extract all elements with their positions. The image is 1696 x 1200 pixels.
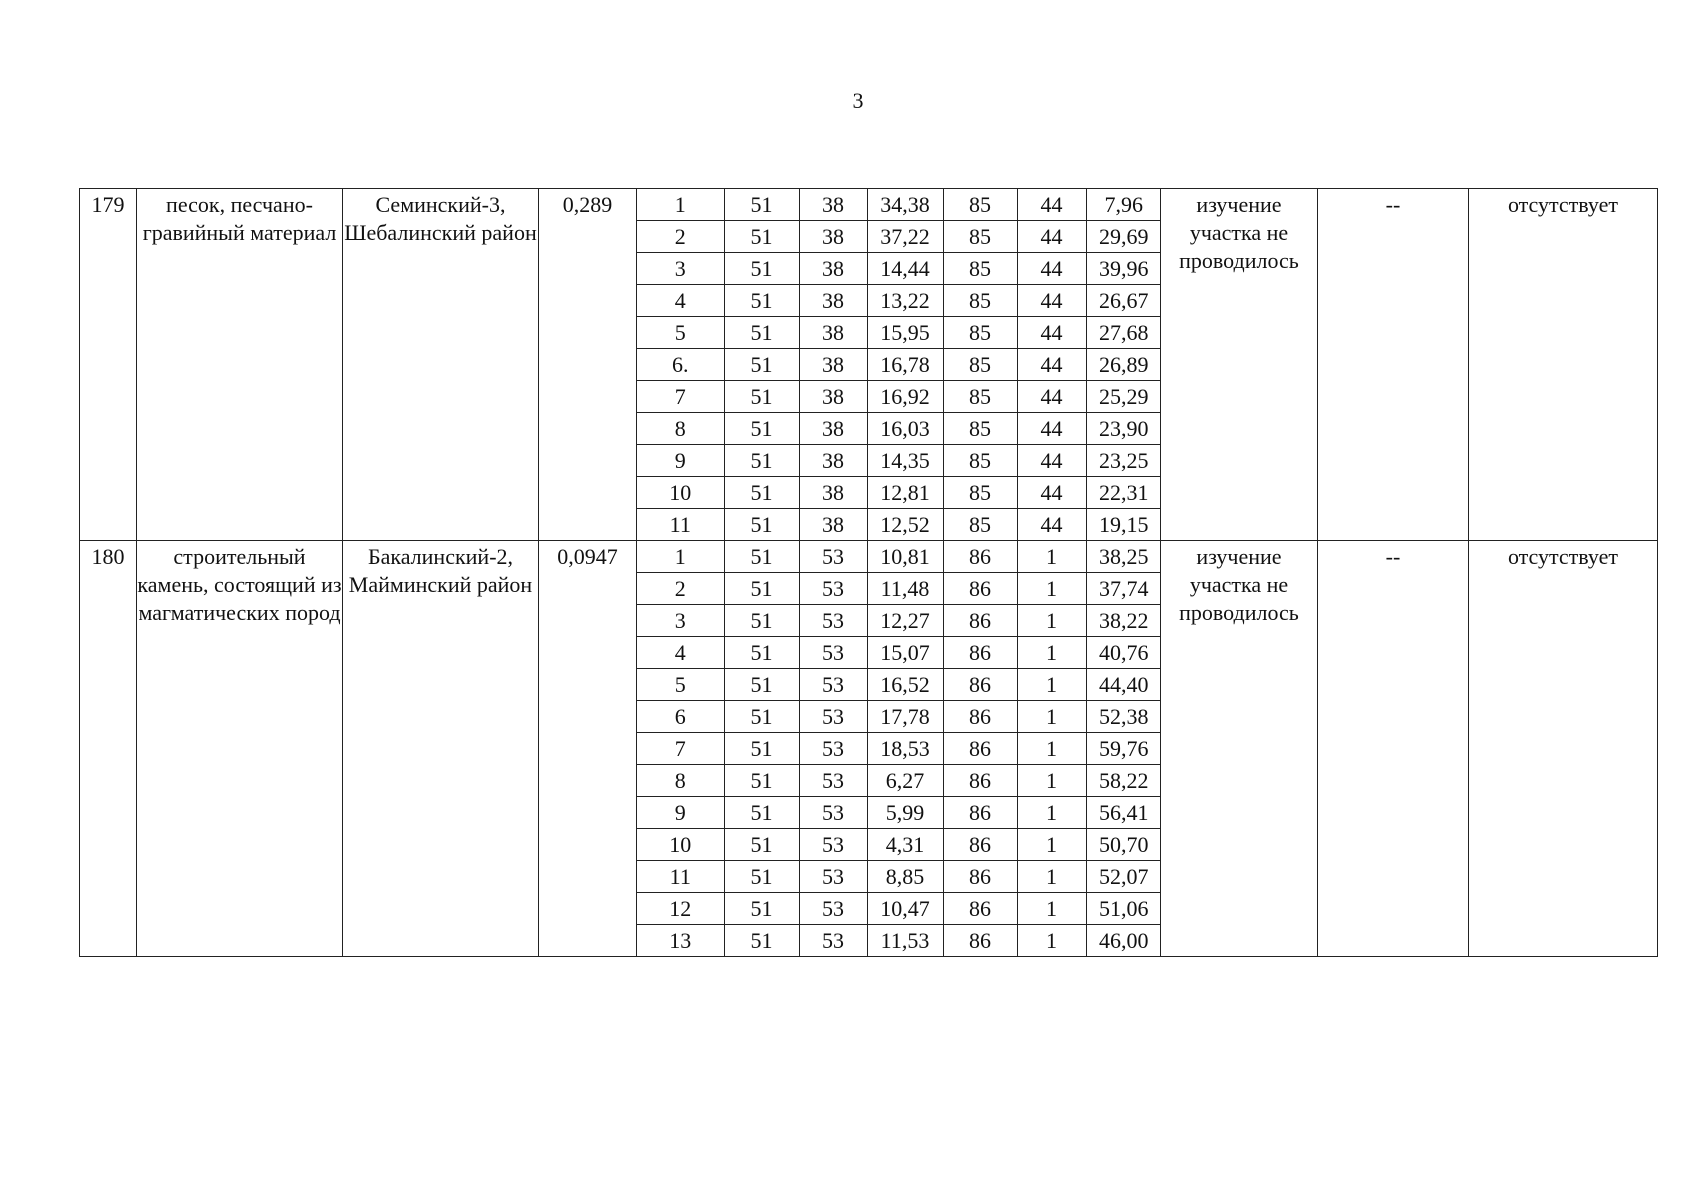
lat-seconds: 18,53 [867,733,943,765]
lon-degrees: 85 [943,221,1017,253]
lat-seconds: 15,95 [867,317,943,349]
lat-seconds: 10,47 [867,893,943,925]
lon-minutes: 1 [1017,765,1086,797]
lat-degrees: 51 [724,317,799,349]
lat-minutes: 53 [799,701,867,733]
lon-seconds: 38,25 [1086,541,1161,573]
lon-seconds: 26,67 [1086,285,1161,317]
mineral-type: песок, песчано-гравийный материал [137,189,343,541]
lat-seconds: 16,03 [867,413,943,445]
lat-minutes: 53 [799,605,867,637]
point-number: 1 [637,189,724,221]
lon-degrees: 86 [943,733,1017,765]
lon-seconds: 59,76 [1086,733,1161,765]
lat-seconds: 16,92 [867,381,943,413]
lat-minutes: 53 [799,669,867,701]
lon-degrees: 85 [943,189,1017,221]
lon-seconds: 29,69 [1086,221,1161,253]
lat-minutes: 53 [799,829,867,861]
point-number: 3 [637,605,724,637]
coordinate-row [637,541,1161,573]
lon-degrees: 85 [943,349,1017,381]
lat-minutes: 38 [799,253,867,285]
coordinate-row [637,637,1161,669]
point-number: 1 [637,541,724,573]
lon-seconds: 38,22 [1086,605,1161,637]
row-number: 179 [80,189,137,541]
lon-seconds: 23,25 [1086,445,1161,477]
lat-seconds: 15,07 [867,637,943,669]
lon-minutes: 1 [1017,861,1086,893]
lon-seconds: 58,22 [1086,765,1161,797]
lon-minutes: 44 [1017,253,1086,285]
lat-degrees: 51 [724,253,799,285]
reserves-value: -- [1318,189,1469,541]
lat-degrees: 51 [724,605,799,637]
lon-minutes: 44 [1017,189,1086,221]
lon-minutes: 44 [1017,445,1086,477]
area-value: 0,0947 [539,541,637,957]
site-name: Семинский-3, Шебалинский район [343,189,539,541]
lat-seconds: 11,48 [867,573,943,605]
lat-degrees: 51 [724,221,799,253]
lat-minutes: 38 [799,349,867,381]
page-number: 3 [852,88,864,113]
point-number: 2 [637,221,724,253]
lat-degrees: 51 [724,349,799,381]
lat-degrees: 51 [724,893,799,925]
lon-seconds: 44,40 [1086,669,1161,701]
lon-seconds: 50,70 [1086,829,1161,861]
coordinate-row [637,413,1161,445]
lat-degrees: 51 [724,413,799,445]
study-status: изучение участка не проводилось [1161,189,1318,541]
note-value: отсутствует [1469,189,1658,541]
coordinate-row [637,445,1161,477]
lat-minutes: 53 [799,925,867,957]
lat-minutes: 53 [799,733,867,765]
lat-minutes: 38 [799,413,867,445]
site-name: Бакалинский-2, Майминский район [343,541,539,957]
lon-seconds: 40,76 [1086,637,1161,669]
lat-degrees: 51 [724,573,799,605]
point-number: 5 [637,669,724,701]
lon-degrees: 86 [943,541,1017,573]
lon-minutes: 1 [1017,605,1086,637]
lat-seconds: 16,78 [867,349,943,381]
coordinates-table [637,189,1161,540]
lat-seconds: 16,52 [867,669,943,701]
lon-degrees: 86 [943,637,1017,669]
lon-minutes: 1 [1017,573,1086,605]
lat-minutes: 53 [799,765,867,797]
point-number: 3 [637,253,724,285]
lat-minutes: 38 [799,189,867,221]
coordinate-row [637,893,1161,925]
coordinate-row [637,701,1161,733]
reserves-value: -- [1318,541,1469,957]
area-value: 0,289 [539,189,637,541]
lon-minutes: 1 [1017,893,1086,925]
coordinates-cell [637,541,1161,957]
lon-minutes: 1 [1017,541,1086,573]
lon-minutes: 1 [1017,829,1086,861]
table-row [80,541,1658,957]
lat-minutes: 38 [799,317,867,349]
point-number: 6 [637,701,724,733]
note-value: отсутствует [1469,541,1658,957]
lat-seconds: 4,31 [867,829,943,861]
point-number: 5 [637,317,724,349]
coordinate-row [637,189,1161,221]
coordinate-row [637,477,1161,509]
coordinate-row [637,253,1161,285]
lat-minutes: 53 [799,573,867,605]
lat-degrees: 51 [724,381,799,413]
lat-minutes: 38 [799,445,867,477]
lon-seconds: 19,15 [1086,509,1161,541]
lon-degrees: 85 [943,285,1017,317]
lon-degrees: 86 [943,605,1017,637]
lon-seconds: 27,68 [1086,317,1161,349]
coordinate-row [637,797,1161,829]
lon-degrees: 86 [943,765,1017,797]
lat-seconds: 11,53 [867,925,943,957]
lon-seconds: 23,90 [1086,413,1161,445]
lon-minutes: 44 [1017,221,1086,253]
point-number: 10 [637,829,724,861]
coordinate-row [637,573,1161,605]
lat-minutes: 53 [799,637,867,669]
lat-minutes: 38 [799,509,867,541]
point-number: 7 [637,733,724,765]
lat-minutes: 53 [799,893,867,925]
coordinates-table [637,541,1161,956]
lon-minutes: 1 [1017,669,1086,701]
lon-seconds: 26,89 [1086,349,1161,381]
lon-degrees: 86 [943,829,1017,861]
lon-seconds: 25,29 [1086,381,1161,413]
lat-degrees: 51 [724,477,799,509]
lon-minutes: 44 [1017,285,1086,317]
coordinate-row [637,605,1161,637]
study-status: изучение участка не проводилось [1161,541,1318,957]
lat-seconds: 12,27 [867,605,943,637]
lat-degrees: 51 [724,445,799,477]
lat-degrees: 51 [724,925,799,957]
lon-degrees: 85 [943,253,1017,285]
point-number: 7 [637,381,724,413]
lat-seconds: 17,78 [867,701,943,733]
lon-degrees: 86 [943,925,1017,957]
coordinate-row [637,381,1161,413]
lat-seconds: 12,81 [867,477,943,509]
lon-seconds: 51,06 [1086,893,1161,925]
lat-minutes: 53 [799,541,867,573]
lat-minutes: 38 [799,381,867,413]
lon-degrees: 86 [943,797,1017,829]
lon-minutes: 1 [1017,637,1086,669]
lat-seconds: 10,81 [867,541,943,573]
point-number: 6. [637,349,724,381]
lon-minutes: 1 [1017,797,1086,829]
point-number: 11 [637,509,724,541]
lat-seconds: 13,22 [867,285,943,317]
lat-seconds: 5,99 [867,797,943,829]
coordinate-row [637,221,1161,253]
lon-minutes: 44 [1017,349,1086,381]
lat-minutes: 53 [799,797,867,829]
point-number: 8 [637,765,724,797]
lon-degrees: 85 [943,445,1017,477]
lon-degrees: 86 [943,701,1017,733]
point-number: 4 [637,637,724,669]
lon-seconds: 52,38 [1086,701,1161,733]
lon-degrees: 85 [943,413,1017,445]
row-number: 180 [80,541,137,957]
lon-minutes: 44 [1017,477,1086,509]
coordinate-row [637,861,1161,893]
coordinate-row [637,509,1161,541]
lon-minutes: 44 [1017,381,1086,413]
lat-seconds: 8,85 [867,861,943,893]
lon-degrees: 86 [943,893,1017,925]
lat-degrees: 51 [724,285,799,317]
lon-degrees: 86 [943,669,1017,701]
lon-seconds: 37,74 [1086,573,1161,605]
point-number: 12 [637,893,724,925]
lon-degrees: 85 [943,317,1017,349]
coordinate-row [637,317,1161,349]
lon-seconds: 46,00 [1086,925,1161,957]
lat-minutes: 38 [799,285,867,317]
lon-seconds: 56,41 [1086,797,1161,829]
coordinate-row [637,925,1161,957]
lat-degrees: 51 [724,701,799,733]
point-number: 9 [637,445,724,477]
lat-degrees: 51 [724,765,799,797]
lon-degrees: 85 [943,381,1017,413]
lon-minutes: 1 [1017,701,1086,733]
lat-seconds: 12,52 [867,509,943,541]
lat-seconds: 14,44 [867,253,943,285]
lat-degrees: 51 [724,637,799,669]
point-number: 8 [637,413,724,445]
point-number: 9 [637,797,724,829]
point-number: 4 [637,285,724,317]
mineral-type: строительный камень, состоящий из магматических пород [137,541,343,957]
table-row [80,189,1658,541]
lon-degrees: 85 [943,509,1017,541]
point-number: 13 [637,925,724,957]
coordinate-row [637,669,1161,701]
lon-seconds: 22,31 [1086,477,1161,509]
coordinate-row [637,285,1161,317]
lon-minutes: 44 [1017,317,1086,349]
lon-minutes: 1 [1017,925,1086,957]
lat-degrees: 51 [724,829,799,861]
lon-minutes: 44 [1017,509,1086,541]
lat-minutes: 53 [799,861,867,893]
lat-degrees: 51 [724,861,799,893]
lat-degrees: 51 [724,797,799,829]
lon-degrees: 86 [943,861,1017,893]
lat-degrees: 51 [724,541,799,573]
coordinate-row [637,349,1161,381]
lat-seconds: 6,27 [867,765,943,797]
lat-degrees: 51 [724,189,799,221]
coordinate-row [637,829,1161,861]
deposits-table [79,188,1658,957]
lat-degrees: 51 [724,733,799,765]
point-number: 11 [637,861,724,893]
lon-minutes: 44 [1017,413,1086,445]
lat-seconds: 14,35 [867,445,943,477]
lon-degrees: 86 [943,573,1017,605]
lon-minutes: 1 [1017,733,1086,765]
coordinates-cell [637,189,1161,541]
lon-seconds: 39,96 [1086,253,1161,285]
lon-degrees: 85 [943,477,1017,509]
lat-minutes: 38 [799,221,867,253]
lat-minutes: 38 [799,477,867,509]
lon-seconds: 52,07 [1086,861,1161,893]
coordinate-row [637,733,1161,765]
coordinate-row [637,765,1161,797]
lat-degrees: 51 [724,669,799,701]
point-number: 2 [637,573,724,605]
lat-degrees: 51 [724,509,799,541]
lat-seconds: 37,22 [867,221,943,253]
lat-seconds: 34,38 [867,189,943,221]
lon-seconds: 7,96 [1086,189,1161,221]
point-number: 10 [637,477,724,509]
